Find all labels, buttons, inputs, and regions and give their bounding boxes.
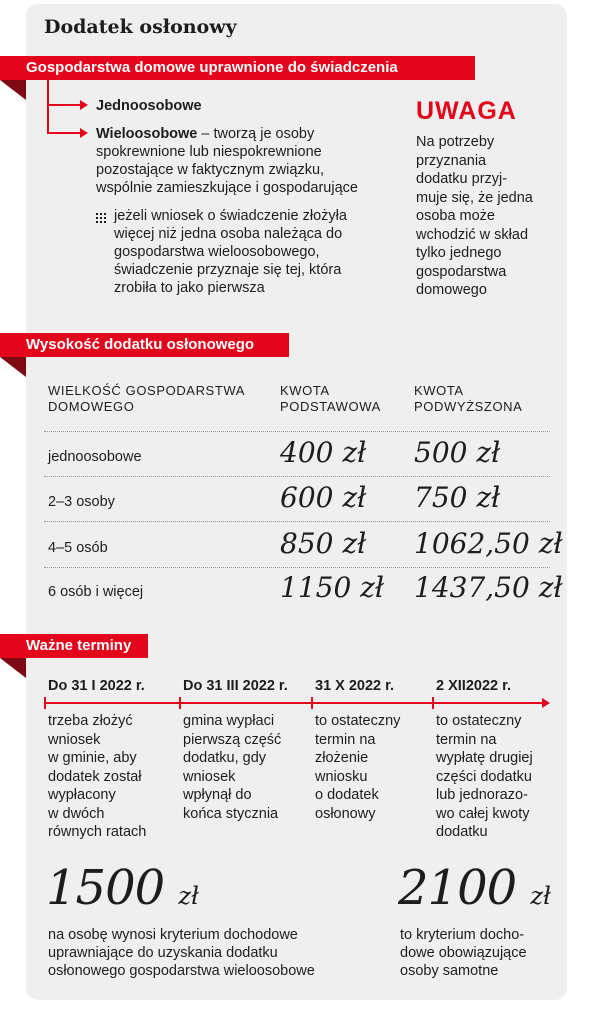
household-type-multi-desc-line: wspólnie zamieszkujące i gospodarujące — [96, 180, 358, 196]
timeline-line — [44, 702, 542, 704]
deadline-date: 31 X 2022 r. — [315, 678, 395, 694]
household-type-multi-desc-line: – tworzą je osoby — [197, 126, 315, 142]
table-divider — [44, 476, 550, 477]
deadline-description — [183, 712, 281, 823]
table-cell-basic: 400 zł — [280, 436, 367, 469]
table-divider — [44, 431, 550, 432]
desc-line: wo całej kwoty — [436, 805, 530, 822]
header-line: PODWYŻSZONA — [414, 399, 523, 414]
uwaga-line: muje się, że jedna — [416, 189, 533, 206]
deadline-date: 2 XII2022 r. — [436, 678, 511, 694]
criterion-line: dowe obowiązujące — [400, 945, 527, 961]
note-line: gospodarstwa wieloosobowego, — [114, 244, 320, 260]
desc-line: termin na — [436, 731, 497, 748]
desc-line: to ostateczny — [315, 713, 401, 729]
desc-line: pierwszą część — [183, 731, 282, 748]
desc-line: osłonowy — [315, 805, 376, 822]
desc-line: równych ratach — [48, 824, 147, 840]
desc-line: gmina wypłaci — [183, 713, 275, 729]
uwaga-line: domowego — [416, 282, 487, 298]
desc-line: wypłacony — [48, 787, 116, 803]
banner-fold — [0, 658, 26, 678]
criterion-desc-multi — [48, 926, 378, 980]
deadline-date: Do 31 I 2022 r. — [48, 678, 145, 694]
section-banner-amounts: Wysokość dodatku osłonowego — [0, 333, 289, 357]
arrow-right-icon — [80, 128, 88, 138]
uwaga-heading: UWAGA — [416, 97, 517, 125]
timeline-tick — [311, 697, 313, 709]
page-title: Dodatek osłonowy — [44, 16, 237, 38]
uwaga-line: osoba może — [416, 208, 495, 224]
timeline-tick — [432, 697, 434, 709]
section-banner-households: Gospodarstwa domowe uprawnione do świadczenia — [0, 56, 475, 80]
uwaga-line: wchodzić w skład — [416, 226, 529, 243]
table-divider — [44, 567, 550, 568]
table-cell-raised: 500 zł — [414, 436, 501, 469]
desc-line: termin na — [315, 731, 376, 748]
desc-line: wniosek — [48, 731, 101, 748]
priority-note — [114, 207, 414, 297]
connector-line — [47, 120, 49, 134]
header-line: KWOTA — [280, 383, 330, 398]
desc-line: wypłatę drugiej — [436, 750, 533, 766]
desc-line: to ostateczny — [436, 713, 522, 729]
criterion-desc-single — [400, 926, 560, 980]
household-type-multi-desc-line: spokrewnione lub niespokrewnione — [96, 144, 322, 160]
note-line: więcej niż jedna osoba należąca do — [114, 226, 343, 242]
header-line: WIELKOŚĆ GOSPODARSTWA — [48, 383, 246, 398]
arrow-right-icon — [542, 698, 550, 708]
criterion-line: to kryterium docho- — [400, 927, 525, 943]
table-cell-raised: 1062,50 zł — [414, 527, 563, 560]
household-type-single: Jednoosobowe — [96, 98, 202, 114]
grid-icon — [96, 213, 106, 223]
table-cell-size: 4–5 osób — [48, 540, 108, 556]
deadline-description — [436, 712, 533, 842]
criterion-amount-single — [398, 860, 551, 916]
table-cell-size: 2–3 osoby — [48, 494, 115, 510]
timeline-tick — [44, 697, 46, 709]
desc-line: lub jednorazo- — [436, 787, 528, 803]
desc-line: w dwóch — [48, 805, 105, 822]
desc-line: w gminie, aby — [48, 750, 137, 766]
criterion-line: na osobę wynosi kryterium dochodowe — [48, 927, 298, 943]
table-cell-raised: 1437,50 zł — [414, 571, 563, 604]
criterion-line: osłonowego gospodarstwa wieloosobowe — [48, 963, 315, 979]
header-line: KWOTA — [414, 383, 464, 398]
desc-line: dodatek został — [48, 768, 142, 785]
criterion-line: uprawniające do uzyskania dodatku — [48, 945, 278, 961]
table-divider — [44, 521, 550, 522]
banner-fold — [0, 357, 26, 377]
header-line: DOMOWEGO — [48, 399, 135, 414]
criterion-line: osoby samotne — [400, 963, 499, 979]
table-cell-basic: 850 zł — [280, 527, 367, 560]
connector-line — [47, 132, 80, 134]
table-header-raised — [414, 383, 522, 415]
note-line: jeżeli wniosek o świadczenie złożyła — [114, 208, 347, 224]
uwaga-line: tylko jednego — [416, 245, 502, 261]
uwaga-line: Na potrzeby — [416, 134, 495, 150]
criterion-amount-multi — [46, 860, 199, 916]
uwaga-line: gospodarstwa — [416, 263, 507, 280]
banner-fold — [0, 80, 26, 100]
desc-line: o dodatek — [315, 787, 379, 803]
table-cell-raised: 750 zł — [414, 481, 501, 514]
criterion-value: 2100 — [398, 860, 517, 916]
timeline-tick — [179, 697, 181, 709]
desc-line: końca stycznia — [183, 805, 279, 822]
uwaga-text — [416, 133, 556, 300]
desc-line: wniosek — [183, 768, 236, 785]
connector-line — [47, 104, 80, 106]
arrow-right-icon — [80, 100, 88, 110]
table-cell-basic: 600 zł — [280, 481, 367, 514]
desc-line: złożenie — [315, 750, 369, 766]
deadline-description — [315, 712, 400, 823]
table-cell-size: jednoosobowe — [48, 449, 142, 465]
desc-line: dodatku, gdy — [183, 750, 267, 766]
uwaga-line: dodatku przyj- — [416, 171, 508, 187]
table-header-size — [48, 383, 245, 415]
criterion-value: 1500 — [46, 860, 165, 916]
household-type-multi — [96, 125, 416, 197]
deadline-description — [48, 712, 146, 842]
desc-line: części dodatku — [436, 768, 532, 785]
table-cell-basic: 1150 zł — [280, 571, 384, 604]
desc-line: wniosku — [315, 768, 368, 785]
desc-line: dodatku — [436, 824, 488, 840]
table-cell-size: 6 osób i więcej — [48, 584, 144, 600]
table-header-basic — [280, 383, 381, 415]
desc-line: trzeba złożyć — [48, 713, 133, 729]
criterion-unit: zł — [530, 882, 551, 910]
section-banner-deadlines: Ważne terminy — [0, 634, 148, 658]
household-type-multi-desc-line: pozostające w faktycznym związku, — [96, 162, 325, 178]
note-line: zrobiła to jako pierwsza — [114, 280, 265, 296]
criterion-unit: zł — [178, 882, 199, 910]
household-type-multi-label: Wieloosobowe — [96, 126, 198, 142]
uwaga-line: przyznania — [416, 152, 487, 169]
header-line: PODSTAWOWA — [280, 399, 381, 414]
note-line: świadczenie przyznaje się tej, która — [114, 262, 342, 278]
deadline-date: Do 31 III 2022 r. — [183, 678, 288, 694]
desc-line: wpłynął do — [183, 787, 252, 803]
